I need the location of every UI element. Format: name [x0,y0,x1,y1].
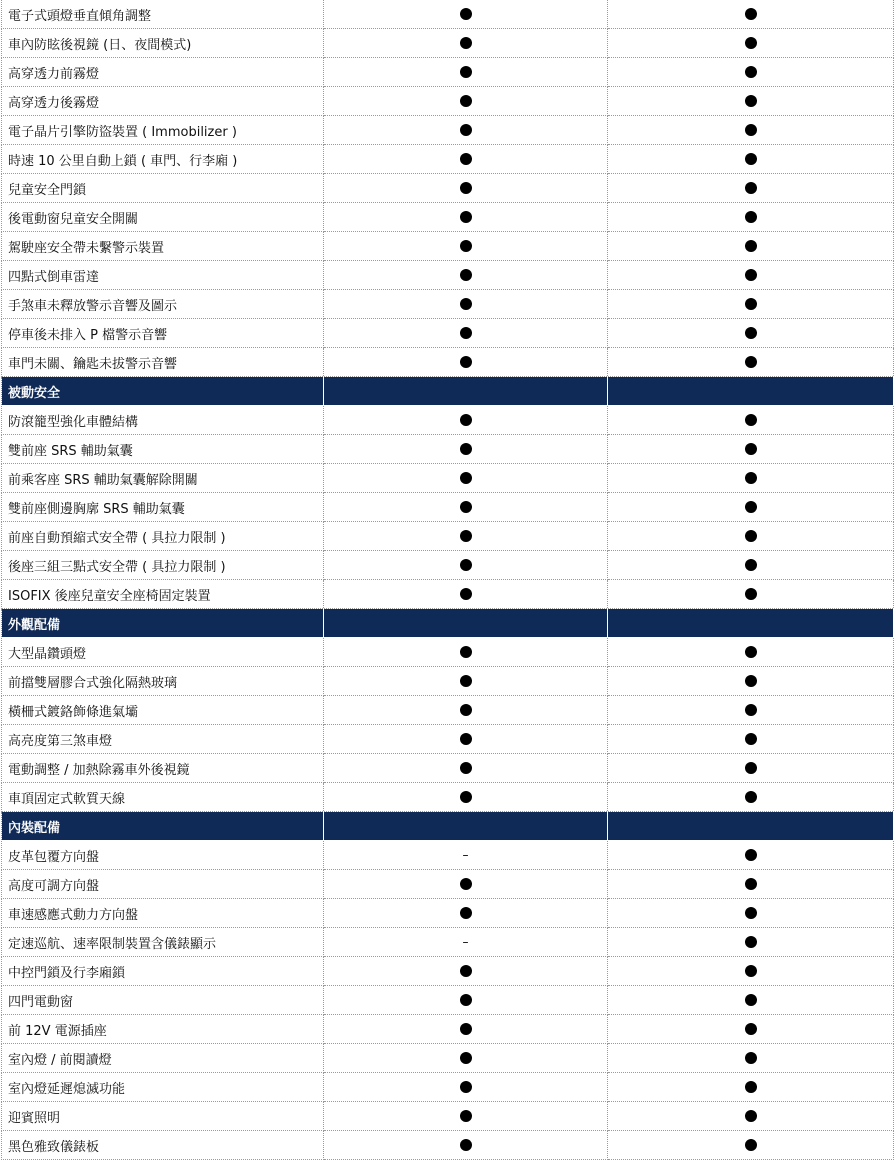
table-row [2,0,894,29]
trim-2-availability-cell [608,261,894,290]
standard-dot-icon [460,907,472,919]
table-row [2,29,894,58]
trim-2-availability-cell [608,667,894,696]
trim-2-availability-cell [608,145,894,174]
trim-2-availability-cell [608,696,894,725]
feature-label: 車內防眩後視鏡 (日、夜間模式) [2,29,324,58]
feature-label: 前座自動預縮式安全帶 ( 具拉力限制 ) [2,522,324,551]
trim-2-availability-cell [608,348,894,377]
trim-1-availability-cell [324,1073,608,1102]
feature-label: 防滾籠型強化車體結構 [2,406,324,435]
standard-dot-icon [460,95,472,107]
trim-1-availability-cell [324,87,608,116]
standard-dot-icon [745,356,757,368]
table-row [2,783,894,812]
standard-dot-icon [460,1023,472,1035]
feature-label: 前乘客座 SRS 輔助氣囊解除開關 [2,464,324,493]
standard-dot-icon [460,559,472,571]
trim-2-availability-cell [608,203,894,232]
table-row [2,174,894,203]
standard-dot-icon [460,66,472,78]
section-filler-cell [608,609,894,638]
feature-label: 大型晶鑽頭燈 [2,638,324,667]
table-row [2,464,894,493]
standard-dot-icon [745,1139,757,1151]
standard-dot-icon [745,182,757,194]
standard-dot-icon [745,153,757,165]
standard-dot-icon [460,675,472,687]
section-title: 外觀配備 [2,609,324,638]
table-row [2,319,894,348]
trim-2-availability-cell [608,841,894,870]
trim-1-availability-cell [324,580,608,609]
trim-2-availability-cell [608,1131,894,1160]
standard-dot-icon [745,1081,757,1093]
standard-dot-icon [745,849,757,861]
feature-label: 高度可調方向盤 [2,870,324,899]
standard-dot-icon [745,8,757,20]
feature-label: 中控門鎖及行李廂鎖 [2,957,324,986]
trim-2-availability-cell [608,870,894,899]
standard-dot-icon [460,472,472,484]
not-available-dash: – [462,848,469,862]
standard-dot-icon [745,530,757,542]
table-row [2,696,894,725]
standard-dot-icon [745,965,757,977]
standard-dot-icon [460,356,472,368]
feature-label: 室內燈 / 前閱讀燈 [2,1044,324,1073]
feature-label: 車門未關、鑰匙未拔警示音響 [2,348,324,377]
table-row [2,986,894,1015]
trim-1-availability-cell [324,696,608,725]
standard-dot-icon [745,936,757,948]
table-row [2,551,894,580]
section-filler-cell [324,609,608,638]
trim-2-availability-cell [608,638,894,667]
trim-1-availability-cell [324,667,608,696]
table-row [2,522,894,551]
standard-dot-icon [745,907,757,919]
standard-dot-icon [460,1139,472,1151]
feature-label: 四門電動窗 [2,986,324,1015]
table-row [2,870,894,899]
trim-1-availability-cell [324,116,608,145]
trim-2-availability-cell [608,1044,894,1073]
trim-1-availability-cell [324,522,608,551]
standard-dot-icon [745,1052,757,1064]
standard-dot-icon [460,37,472,49]
table-row [2,1044,894,1073]
trim-2-availability-cell [608,580,894,609]
table-row [2,1102,894,1131]
trim-1-availability-cell [324,290,608,319]
trim-2-availability-cell [608,783,894,812]
trim-2-availability-cell [608,1015,894,1044]
trim-1-availability-cell [324,725,608,754]
section-filler-cell [608,377,894,406]
trim-2-availability-cell [608,290,894,319]
table-row [2,58,894,87]
table-row [2,232,894,261]
feature-label: 黑色雅致儀錶板 [2,1131,324,1160]
standard-dot-icon [460,153,472,165]
standard-dot-icon [745,269,757,281]
standard-dot-icon [745,501,757,513]
trim-1-availability-cell [324,493,608,522]
section-filler-cell [608,812,894,841]
standard-dot-icon [460,530,472,542]
trim-2-availability-cell [608,986,894,1015]
trim-1-availability-cell [324,638,608,667]
standard-dot-icon [745,675,757,687]
spec-table [1,0,894,1160]
standard-dot-icon [460,878,472,890]
table-row [2,261,894,290]
trim-1-availability-cell [324,1102,608,1131]
table-row [2,580,894,609]
standard-dot-icon [745,588,757,600]
standard-dot-icon [460,443,472,455]
section-header-row [2,812,894,841]
standard-dot-icon [460,762,472,774]
trim-1-availability-cell [324,1044,608,1073]
trim-1-availability-cell [324,261,608,290]
trim-1-availability-cell [324,58,608,87]
standard-dot-icon [460,501,472,513]
trim-2-availability-cell [608,435,894,464]
table-row [2,928,894,957]
trim-2-availability-cell [608,1073,894,1102]
section-filler-cell [324,812,608,841]
table-row [2,145,894,174]
trim-2-availability-cell [608,29,894,58]
trim-1-availability-cell [324,1015,608,1044]
section-header-row [2,609,894,638]
trim-2-availability-cell [608,522,894,551]
feature-label: 後座三組三點式安全帶 ( 具拉力限制 ) [2,551,324,580]
trim-2-availability-cell [608,0,894,29]
feature-label: 時速 10 公里自動上鎖 ( 車門、行李廂 ) [2,145,324,174]
table-row [2,87,894,116]
standard-dot-icon [745,414,757,426]
standard-dot-icon [460,211,472,223]
trim-1-availability-cell [324,0,608,29]
feature-label: 橫柵式鍍鉻飾條進氣壩 [2,696,324,725]
standard-dot-icon [745,211,757,223]
trim-1-availability-cell [324,957,608,986]
standard-dot-icon [460,1052,472,1064]
feature-label: 電動調整 / 加熱除霧車外後視鏡 [2,754,324,783]
feature-label: 手煞車未釋放警示音響及圖示 [2,290,324,319]
feature-label: 皮革包覆方向盤 [2,841,324,870]
trim-1-availability-cell [324,435,608,464]
section-header-row [2,377,894,406]
trim-2-availability-cell [608,58,894,87]
trim-1-availability-cell [324,232,608,261]
trim-2-availability-cell [608,754,894,783]
standard-dot-icon [460,182,472,194]
feature-label: 駕駛座安全帶未繫警示裝置 [2,232,324,261]
trim-1-availability-cell [324,406,608,435]
table-row [2,841,894,870]
trim-2-availability-cell [608,232,894,261]
feature-label: 車速感應式動力方向盤 [2,899,324,928]
feature-label: 雙前座側邊胸廓 SRS 輔助氣囊 [2,493,324,522]
trim-1-availability-cell [324,1131,608,1160]
feature-label: 前 12V 電源插座 [2,1015,324,1044]
trim-1-availability-cell [324,551,608,580]
trim-1-availability-cell [324,203,608,232]
standard-dot-icon [460,298,472,310]
table-row [2,957,894,986]
table-row [2,406,894,435]
standard-dot-icon [745,327,757,339]
trim-2-availability-cell [608,957,894,986]
standard-dot-icon [460,269,472,281]
trim-1-availability-cell [324,986,608,1015]
spec-table-body [2,0,894,1160]
table-row [2,667,894,696]
standard-dot-icon [745,66,757,78]
standard-dot-icon [460,704,472,716]
standard-dot-icon [745,994,757,1006]
trim-1-availability-cell [324,174,608,203]
standard-dot-icon [745,791,757,803]
table-row [2,638,894,667]
feature-label: 電子晶片引擎防盜裝置 ( Immobilizer ) [2,116,324,145]
table-row [2,493,894,522]
trim-2-availability-cell [608,406,894,435]
trim-1-availability-cell [324,928,608,957]
table-row [2,435,894,464]
trim-2-availability-cell [608,319,894,348]
feature-label: 電子式頭燈垂直傾角調整 [2,0,324,29]
table-row [2,754,894,783]
feature-label: ISOFIX 後座兒童安全座椅固定裝置 [2,580,324,609]
table-row [2,348,894,377]
standard-dot-icon [460,588,472,600]
table-row [2,116,894,145]
section-title: 內裝配備 [2,812,324,841]
standard-dot-icon [460,965,472,977]
feature-label: 迎賓照明 [2,1102,324,1131]
standard-dot-icon [745,878,757,890]
section-title: 被動安全 [2,377,324,406]
feature-label: 高穿透力後霧燈 [2,87,324,116]
feature-label: 後電動窗兒童安全開關 [2,203,324,232]
standard-dot-icon [745,1023,757,1035]
standard-dot-icon [745,240,757,252]
table-row [2,899,894,928]
standard-dot-icon [745,559,757,571]
feature-label: 雙前座 SRS 輔助氣囊 [2,435,324,464]
standard-dot-icon [745,298,757,310]
trim-2-availability-cell [608,87,894,116]
standard-dot-icon [745,733,757,745]
table-row [2,725,894,754]
standard-dot-icon [460,240,472,252]
standard-dot-icon [745,472,757,484]
trim-1-availability-cell [324,783,608,812]
trim-1-availability-cell [324,870,608,899]
section-filler-cell [324,377,608,406]
trim-1-availability-cell [324,899,608,928]
trim-2-availability-cell [608,493,894,522]
standard-dot-icon [460,1081,472,1093]
standard-dot-icon [460,733,472,745]
table-row [2,1073,894,1102]
standard-dot-icon [460,646,472,658]
standard-dot-icon [745,443,757,455]
trim-2-availability-cell [608,899,894,928]
table-row [2,203,894,232]
standard-dot-icon [745,124,757,136]
trim-1-availability-cell [324,348,608,377]
trim-1-availability-cell [324,145,608,174]
table-row [2,290,894,319]
not-available-dash: – [462,935,469,949]
trim-2-availability-cell [608,174,894,203]
table-row [2,1131,894,1160]
standard-dot-icon [745,762,757,774]
standard-dot-icon [460,791,472,803]
trim-1-availability-cell [324,754,608,783]
standard-dot-icon [745,1110,757,1122]
trim-1-availability-cell [324,319,608,348]
standard-dot-icon [460,327,472,339]
feature-label: 兒童安全門鎖 [2,174,324,203]
trim-2-availability-cell [608,725,894,754]
trim-1-availability-cell [324,29,608,58]
feature-label: 四點式倒車雷達 [2,261,324,290]
standard-dot-icon [460,124,472,136]
standard-dot-icon [745,95,757,107]
standard-dot-icon [745,37,757,49]
trim-1-availability-cell [324,841,608,870]
trim-2-availability-cell [608,928,894,957]
feature-label: 前擋雙層膠合式強化隔熱玻璃 [2,667,324,696]
trim-2-availability-cell [608,1102,894,1131]
standard-dot-icon [460,1110,472,1122]
feature-label: 室內燈延遲熄滅功能 [2,1073,324,1102]
trim-2-availability-cell [608,551,894,580]
standard-dot-icon [745,704,757,716]
trim-2-availability-cell [608,464,894,493]
table-row [2,1015,894,1044]
standard-dot-icon [460,994,472,1006]
standard-dot-icon [745,646,757,658]
feature-label: 停車後未排入 P 檔警示音響 [2,319,324,348]
trim-1-availability-cell [324,464,608,493]
feature-label: 高亮度第三煞車燈 [2,725,324,754]
feature-label: 車頂固定式軟質天線 [2,783,324,812]
trim-2-availability-cell [608,116,894,145]
feature-label: 定速巡航、速率限制裝置含儀錶顯示 [2,928,324,957]
feature-label: 高穿透力前霧燈 [2,58,324,87]
standard-dot-icon [460,414,472,426]
standard-dot-icon [460,8,472,20]
